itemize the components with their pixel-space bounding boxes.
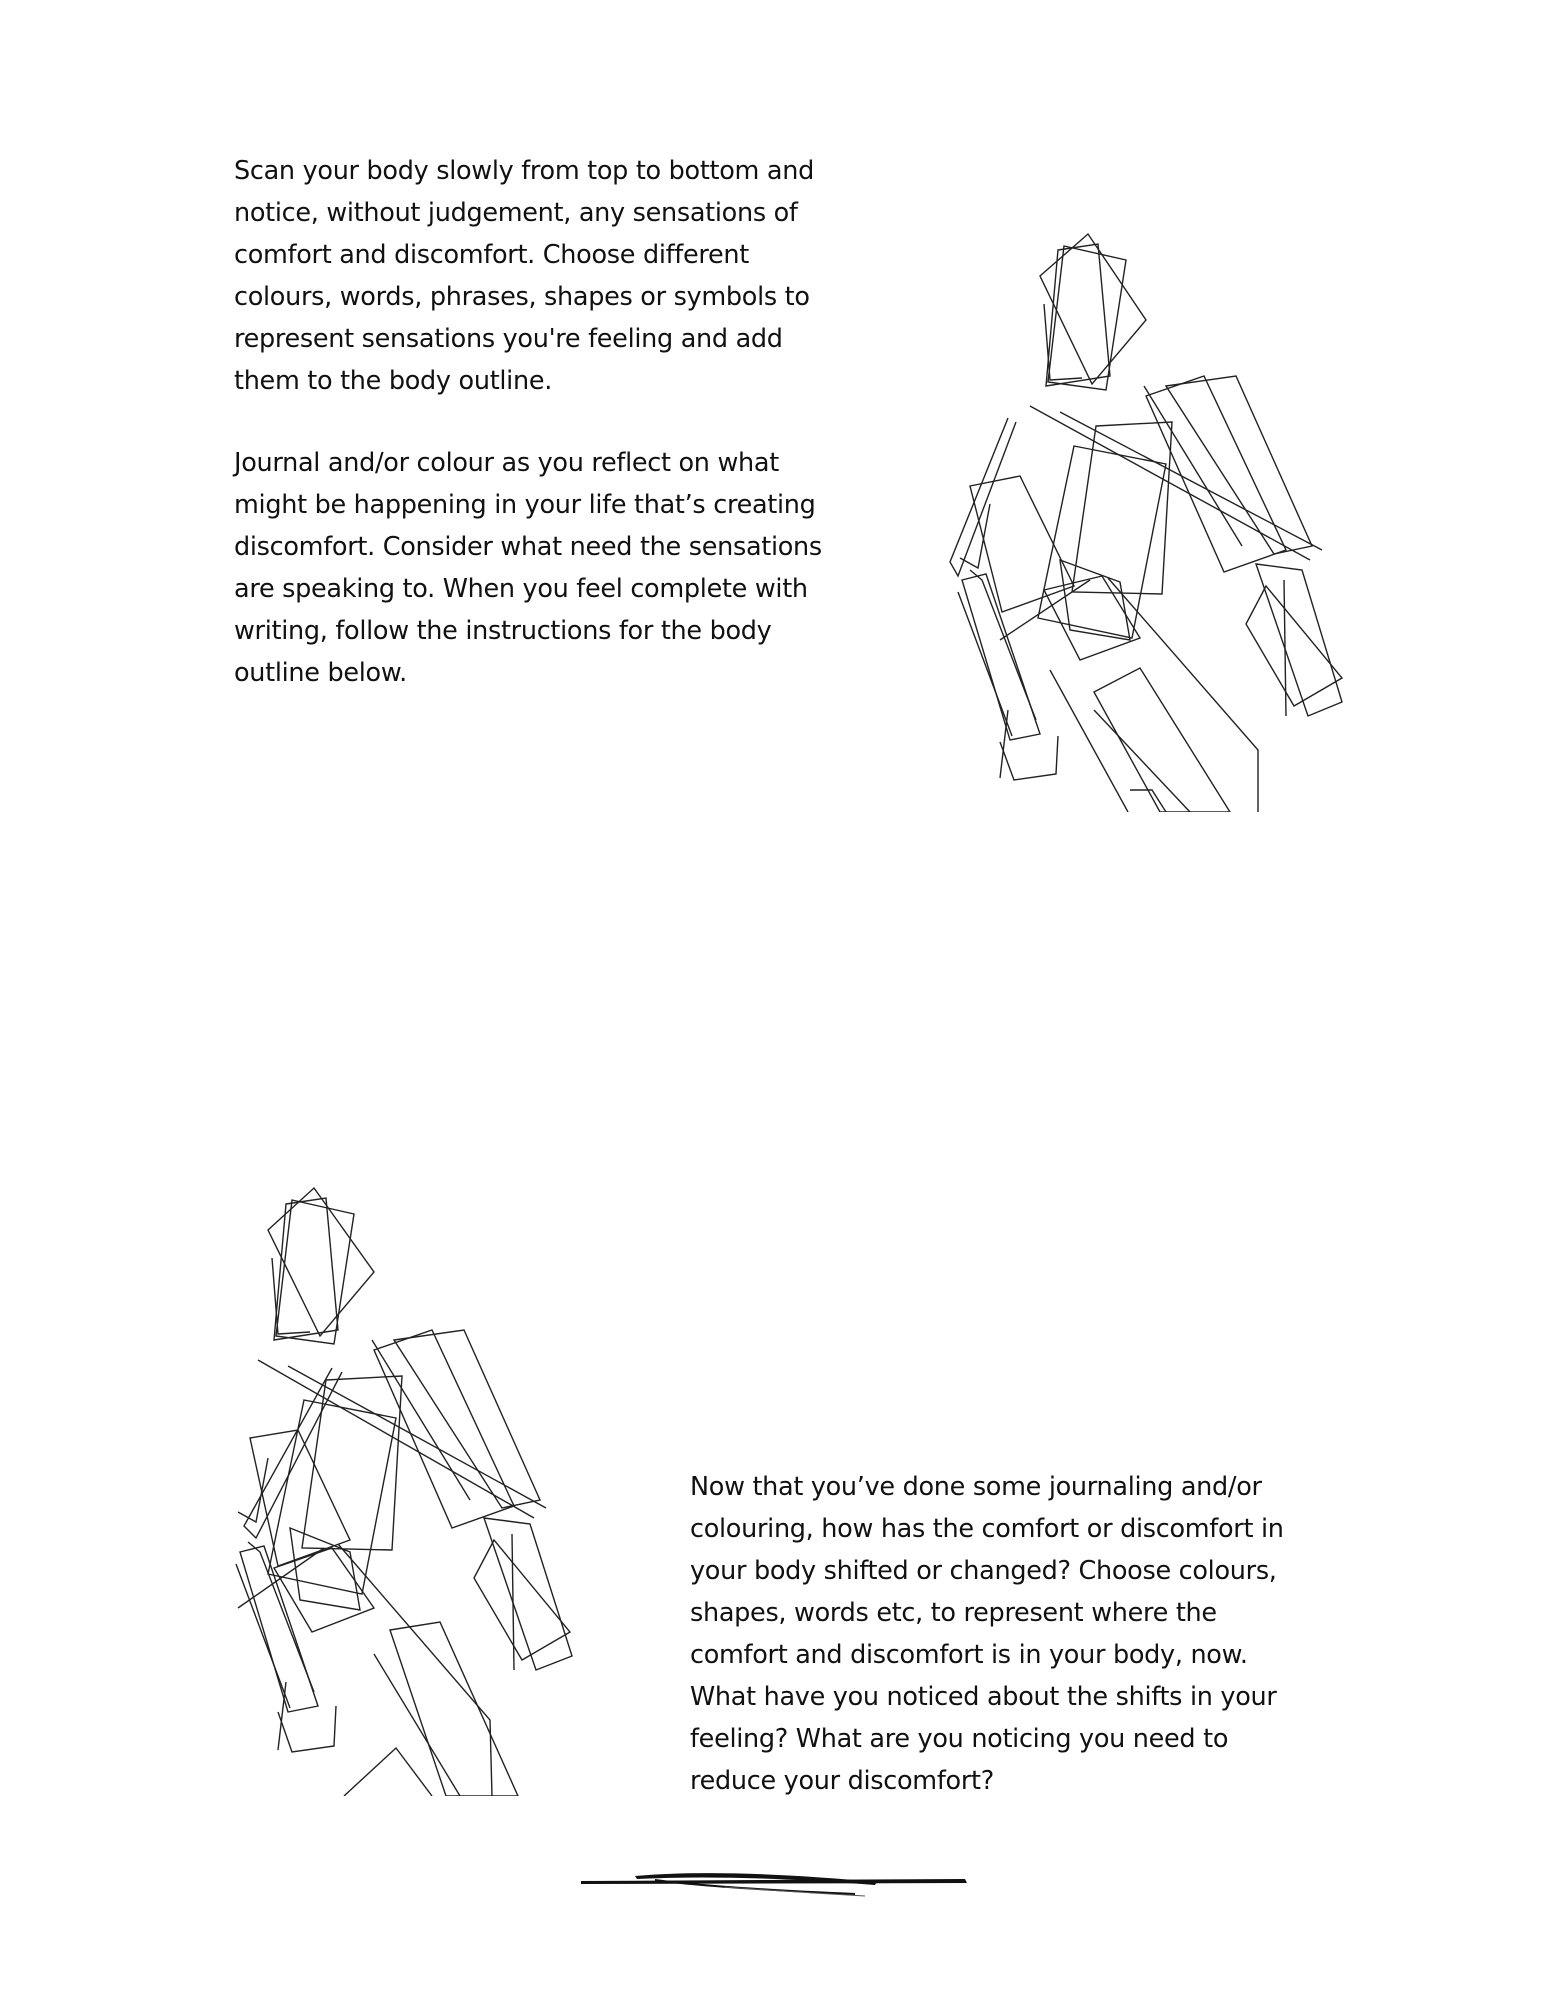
- instruction-reflect: Now that you’ve done some journaling and/or colouring, how has the comfort or discomfort in your body shifted or changed? Choose colours, shapes, words etc, to represent where the comfort and discomfort is in your body, now. What have you noticed about the shifts in your feeling? What are you noticing you need to reduce your discomfort?: [690, 1472, 1284, 1796]
- body-outline-shapes: [236, 1188, 572, 1796]
- body-outline-icon: [940, 150, 1380, 812]
- instruction-journal: Journal and/or colour as you reflect on what might be happening in your life that’s creating discomfort. Consider what need the sensations are speaking to. When you feel complete with writing, follow the instructions for the body outline below.: [234, 448, 822, 688]
- body-outline-shapes: [950, 234, 1342, 812]
- brush-stroke-divider-icon: [575, 1860, 975, 1900]
- instruction-scan-body: Scan your body slowly from top to bottom and notice, without judgement, any sensations of comfort and discomfort. Choose different colours, words, phrases, shapes or symbols to represent sensations you're feeling and add them to the body outline.: [234, 156, 814, 396]
- body-outline-icon: [234, 1108, 694, 1796]
